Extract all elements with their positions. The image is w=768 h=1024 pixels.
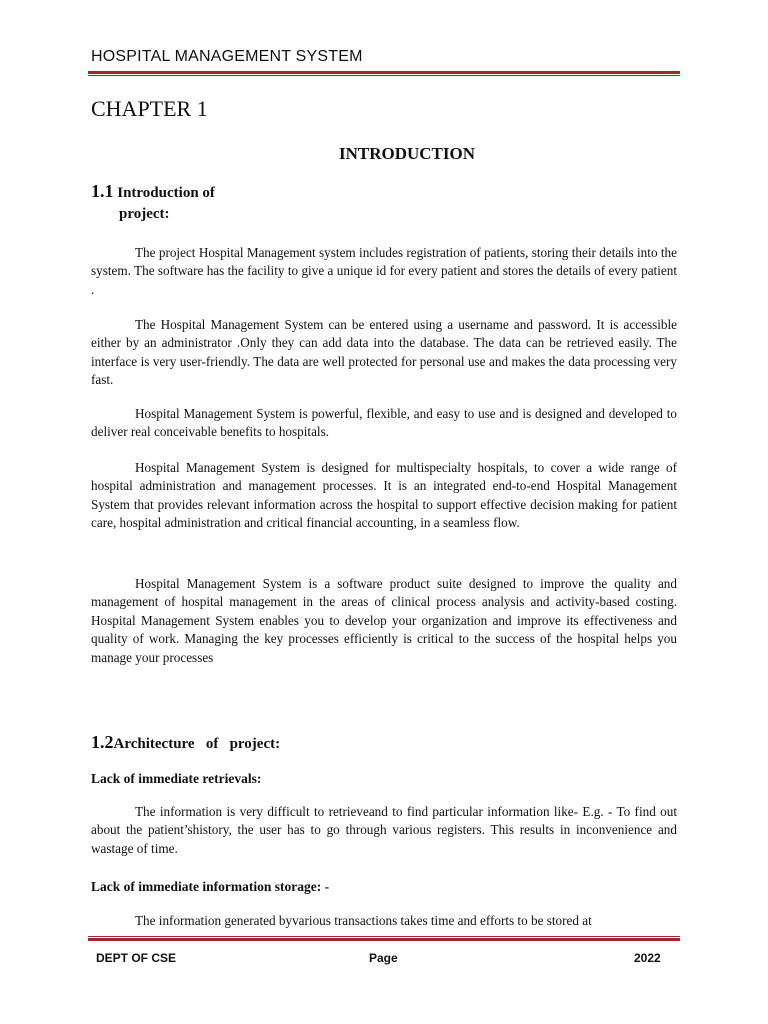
paragraph: The Hospital Management System can be entered using a username and password. It is accessible either by an administrator .Only they can add data into the database. The data can be retrieved easily. The interface is very user-friendly. The data are well protected for personal use and makes the data processing very fast. (91, 317, 677, 388)
subheading-storage: Lack of immediate information storage: - (91, 879, 330, 894)
section-number: 1.2 (91, 732, 114, 752)
subheading-retrievals: Lack of immediate retrievals: (91, 771, 262, 786)
paragraph: Hospital Management System is powerful, flexible, and easy to use and is designed and developed to deliver real conceivable benefits to hospitals. (91, 406, 677, 440)
introduction-title: INTRODUCTION (338, 144, 476, 163)
section-1-2-heading (91, 732, 280, 753)
paragraph: The information generated byvarious transactions takes time and efforts to be stored at (135, 913, 592, 928)
paragraph: The project Hospital Management system includes registration of patients, storing their details into the system. The software has the facility to give a unique id for every patient and stores the details of every patient . (91, 245, 677, 297)
footer-rule (88, 936, 680, 941)
section-title: Introduction of (117, 185, 215, 201)
footer-year: 2022 (634, 951, 661, 965)
footer-page-label: Page (369, 951, 398, 965)
chapter-heading: CHAPTER 1 (91, 96, 208, 121)
paragraph: Hospital Management System is a software product suite designed to improve the quality and management of hospital management in the areas of clinical process analysis and activity-based costing. Hospital Management System enables you to develop your organization and improve its effectiveness and quality of work. Managing the key processes efficiently is critical to the success of the hospital helps you manage your processes (91, 576, 677, 665)
section-number: 1.1 (91, 181, 114, 201)
header-rule (88, 71, 680, 76)
running-header: HOSPITAL MANAGEMENT SYSTEM (91, 48, 363, 65)
paragraph: Hospital Management System is designed for multispecialty hospitals, to cover a wide range of hospital administration and management processes. It is an integrated end-to-end Hospital Management System that provides relevant information across the hospital to support effective decision making for patient care, hospital administration and critical financial accounting, in a seamless flow. (91, 460, 677, 531)
section-title: Architecture of project: (113, 736, 281, 752)
section-1-1-heading (91, 181, 215, 225)
section-title-line2: project: (119, 206, 170, 222)
footer-department: DEPT OF CSE (96, 951, 177, 965)
paragraph: The information is very difficult to retrieveand to find particular information like- E.g. - To find out about the patient’shistory, the user has to go through various registers. This results in inconvenience and wastage of time. (91, 804, 677, 856)
